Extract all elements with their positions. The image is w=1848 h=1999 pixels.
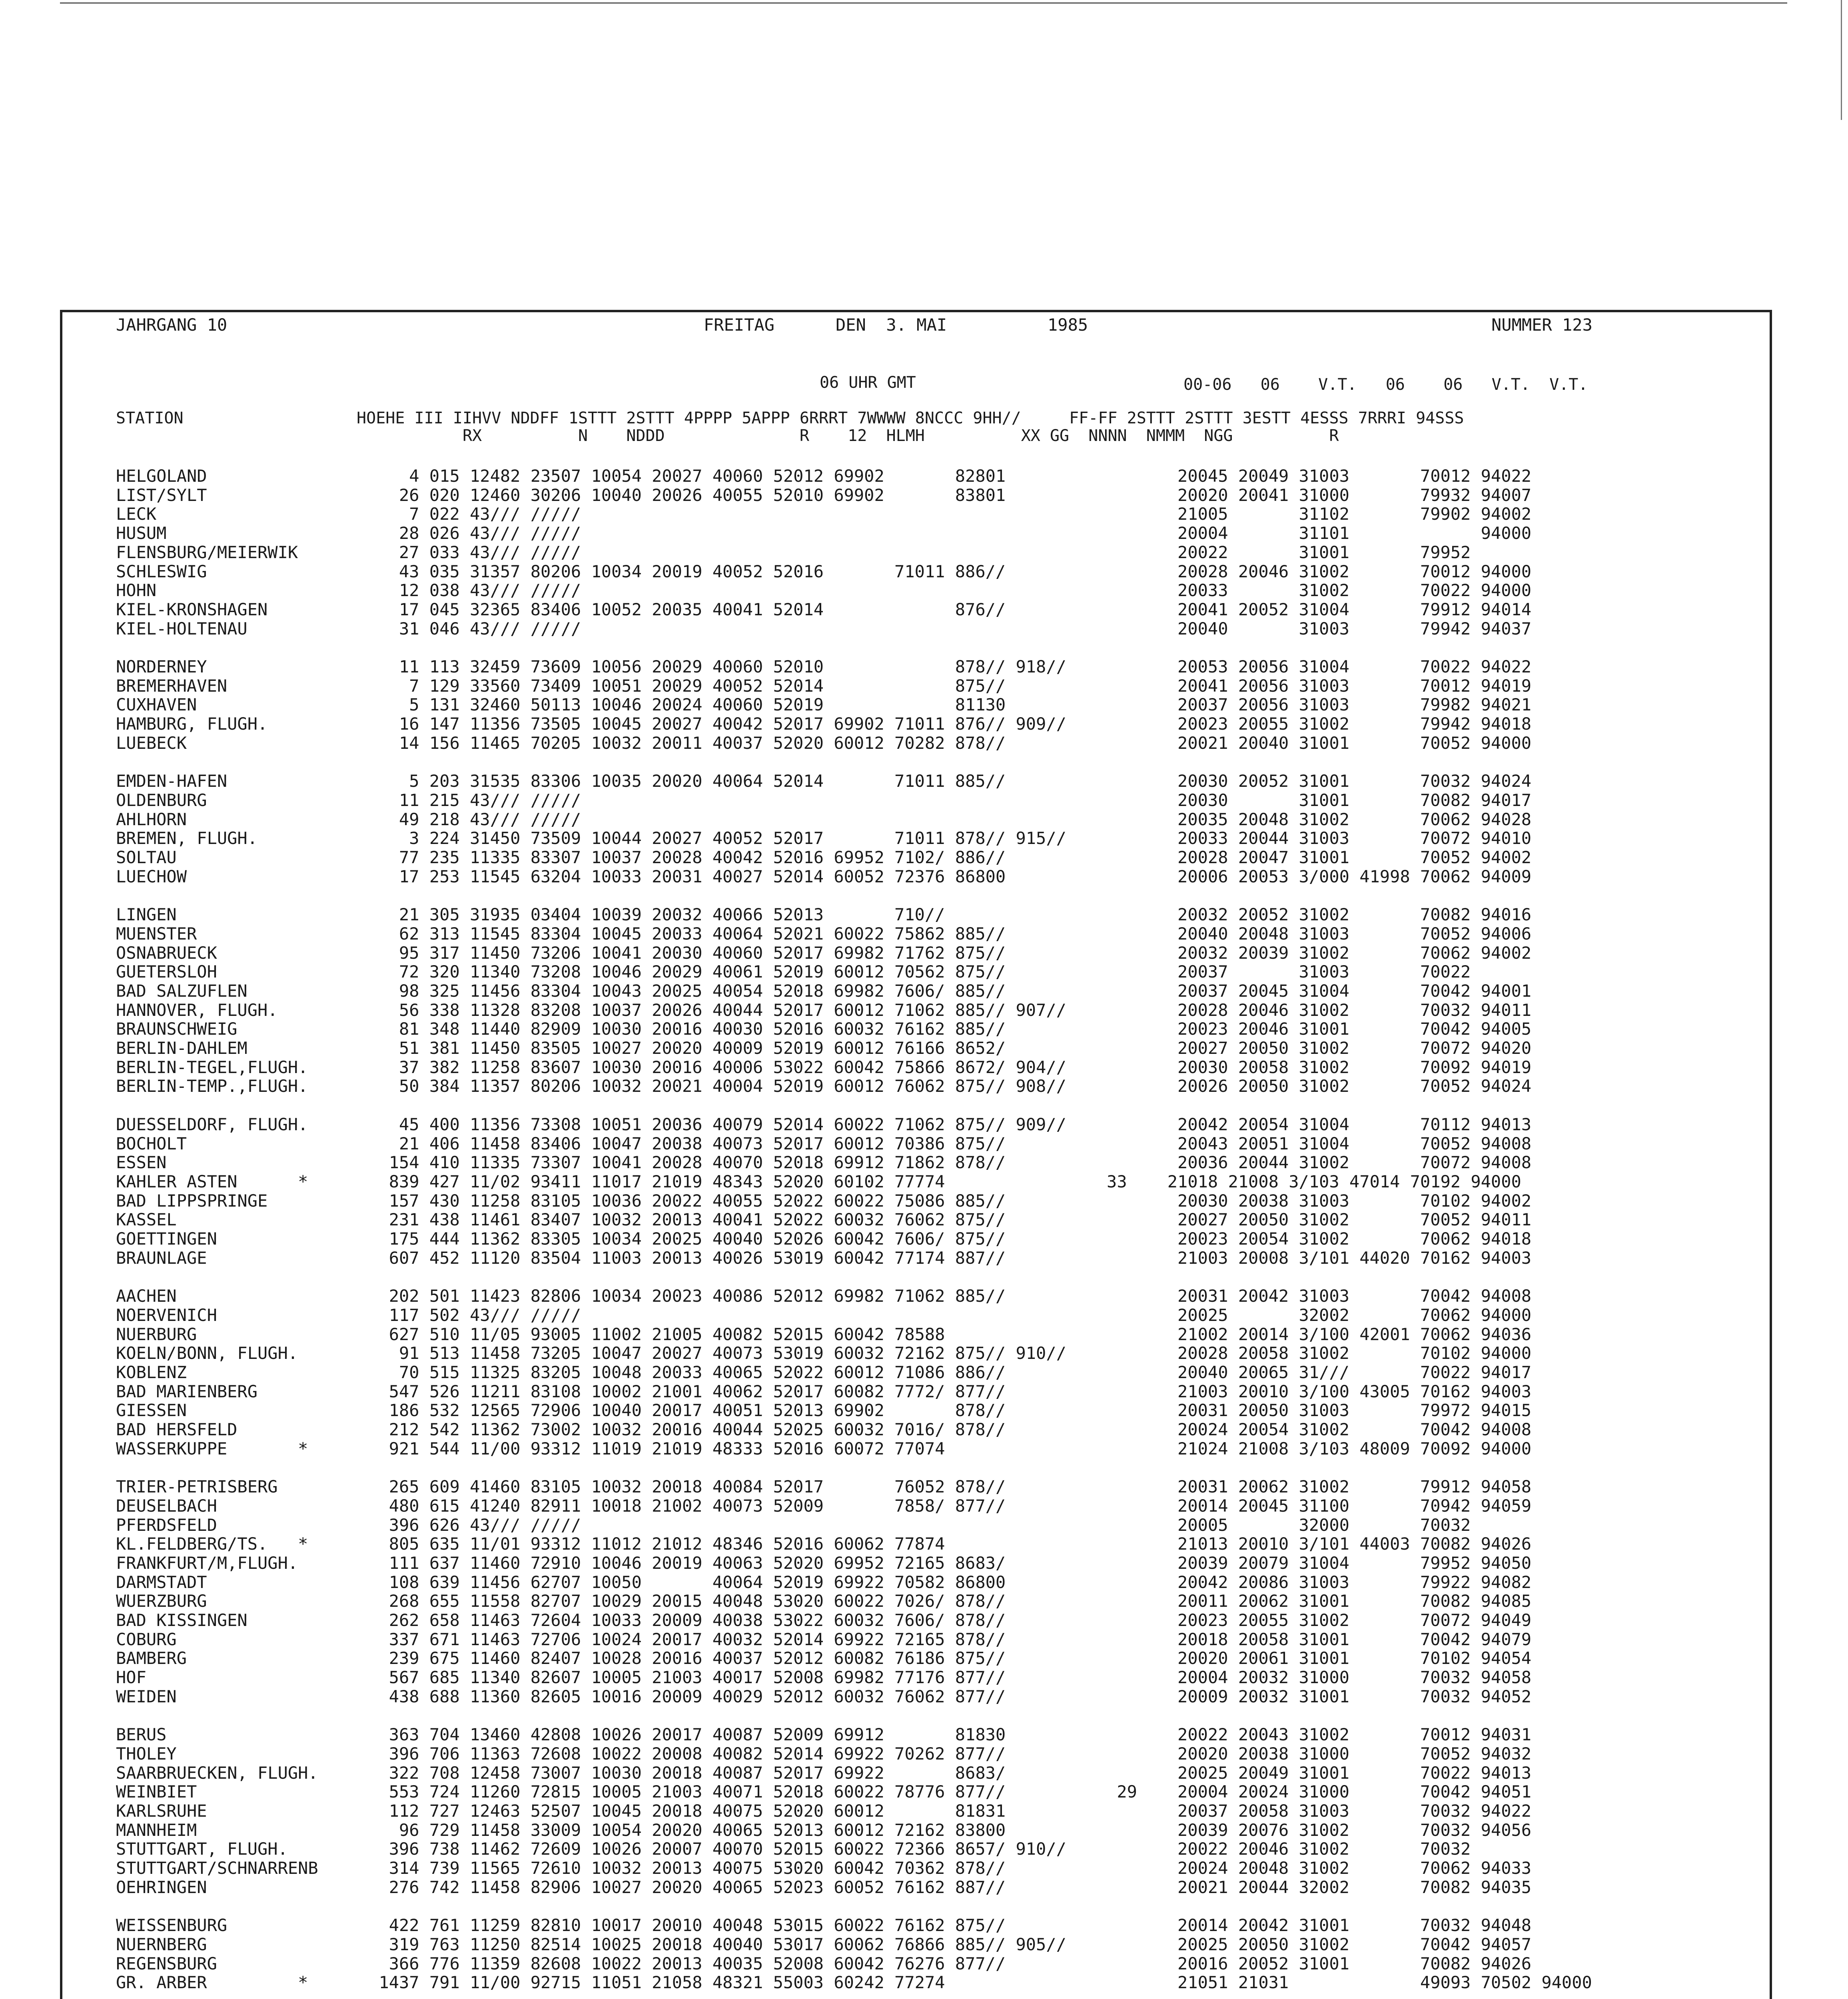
table-row: NORDERNEY 11 113 32459 73609 10056 20029 40060 52010 878// 918// 20053 20056 31004 70022 94022 bbox=[116, 657, 1532, 676]
date-label: DEN 3. MAI bbox=[836, 315, 947, 335]
table-row: BERLIN-TEGEL,FLUGH. 37 382 11258 83607 10030 20016 40006 53022 60042 75866 8672/ 904// 20030 20058 31002 70092 94019 bbox=[116, 1057, 1532, 1077]
table-row: KOBLENZ 70 515 11325 83205 10048 20033 40065 52022 60012 71086 886// 20040 20065 31/// 70022 94017 bbox=[116, 1362, 1532, 1382]
table-row: GR. ARBER * 1437 791 11/00 92715 11051 21058 48321 55003 60242 77274 21051 21031 49093 70502 94000 bbox=[116, 1973, 1592, 1993]
table-row: KAHLER ASTEN * 839 427 11/02 93411 11017 21019 48343 52020 60102 77774 33 21018 21008 3/103 47014 70192 94000 bbox=[116, 1171, 1521, 1191]
table-row: BRAUNLAGE 607 452 11120 83504 11003 20013 40026 53019 60042 77174 887// 21003 20008 3/101 44020 70162 94003 bbox=[116, 1248, 1532, 1268]
table-row: KIEL-KRONSHAGEN 17 045 32365 83406 10052 20035 40041 52014 876// 20041 20052 31004 79912 94014 bbox=[116, 599, 1532, 619]
table-row: OSNABRUECK 95 317 11450 73206 10041 20030 40060 52017 69982 71762 875// 20032 20039 31002 70062 94002 bbox=[116, 943, 1532, 963]
table-row: DEUSELBACH 480 615 41240 82911 10018 21002 40073 52009 7858/ 877// 20014 20045 31100 70942 94059 bbox=[116, 1496, 1532, 1516]
page-edge-mark bbox=[1841, 0, 1842, 120]
table-row: STUTTGART, FLUGH. 396 738 11462 72609 10026 20007 40070 52015 60022 72366 8657/ 910// 20022 20046 31002 70032 bbox=[116, 1839, 1471, 1859]
table-row: KARLSRUHE 112 727 12463 52507 10045 20018 40075 52020 60012 81831 20037 20058 31003 70032 94022 bbox=[116, 1801, 1532, 1821]
table-row: AHLHORN 49 218 43/// ///// 20035 20048 31002 70062 94028 bbox=[116, 809, 1532, 829]
table-row: NUERBURG 627 510 11/05 93005 11002 21005 40082 52015 60042 78588 21002 20014 3/100 42001 70062 94036 bbox=[116, 1324, 1532, 1344]
table-row: BAMBERG 239 675 11460 82407 10028 20016 40037 52012 60082 76186 875// 20020 20061 31001 70102 94054 bbox=[116, 1648, 1532, 1668]
table-row: KIEL-HOLTENAU 31 046 43/// ///// 20040 31003 79942 94037 bbox=[116, 618, 1532, 638]
table-row: KASSEL 231 438 11461 83407 10032 20013 40041 52022 60032 76062 875// 20027 20050 31002 70052 94011 bbox=[116, 1210, 1532, 1230]
table-row: OEHRINGEN 276 742 11458 82906 10027 20020 40065 52023 60052 76162 887// 20021 20044 32002 70082 94035 bbox=[116, 1877, 1532, 1897]
table-row: HELGOLAND 4 015 12482 23507 10054 20027 40060 52012 69902 82801 20045 20049 31003 70012 94022 bbox=[116, 466, 1532, 486]
table-row: BOCHOLT 21 406 11458 83406 10047 20038 40073 52017 60012 70386 875// 20043 20051 31004 70052 94008 bbox=[116, 1133, 1532, 1153]
group-header-period: 00-06 06 V.T. 06 06 V.T. V.T. bbox=[1183, 375, 1588, 394]
table-row: WEINBIET 553 724 11260 72815 10005 21003 40071 52018 60022 78776 877// 29 20004 20024 31000 70042 94051 bbox=[116, 1782, 1532, 1802]
issue-number: NUMMER 123 bbox=[1491, 315, 1593, 335]
table-row: LUEBECK 14 156 11465 70205 10032 20011 40037 52020 60012 70282 878// 20021 20040 31001 70052 94000 bbox=[116, 733, 1532, 753]
table-row: BAD KISSINGEN 262 658 11463 72604 10033 20009 40038 53022 60032 7606/ 878// 20023 20055 31002 70072 94049 bbox=[116, 1610, 1532, 1630]
table-row: GIESSEN 186 532 12565 72906 10040 20017 40051 52013 69902 878// 20031 20050 31003 79972 94015 bbox=[116, 1400, 1532, 1420]
table-row: OLDENBURG 11 215 43/// ///// 20030 31001 70082 94017 bbox=[116, 790, 1532, 810]
table-row: GUETERSLOH 72 320 11340 73208 10046 20029 40061 52019 60012 70562 875// 20037 31003 70022 bbox=[116, 962, 1471, 982]
table-row: KOELN/BONN, FLUGH. 91 513 11458 73205 10047 20027 40073 53019 60032 72162 875// 910// 20028 20058 31002 70102 94000 bbox=[116, 1343, 1532, 1363]
table-row: NUERNBERG 319 763 11250 82514 10025 20018 40040 53017 60062 76866 885// 905// 20025 20050 31002 70042 94057 bbox=[116, 1934, 1532, 1954]
table-row: LECK 7 022 43/// ///// 21005 31102 79902 94002 bbox=[116, 504, 1532, 524]
table-row: BAD HERSFELD 212 542 11362 73002 10032 20016 40044 52025 60032 7016/ 878// 20024 20054 31002 70042 94008 bbox=[116, 1420, 1532, 1439]
table-row: WEISSENBURG 422 761 11259 82810 10017 20010 40048 53015 60022 76162 875// 20014 20042 31001 70032 94048 bbox=[116, 1915, 1532, 1935]
table-row: STUTTGART/SCHNARRENB 314 739 11565 72610 10032 20013 40075 53020 60042 70362 878// 20024 20048 31002 70062 94033 bbox=[116, 1858, 1532, 1878]
table-row: SCHLESWIG 43 035 31357 80206 10034 20019 40052 52016 71011 886// 20028 20046 31002 70012 94000 bbox=[116, 561, 1532, 581]
table-row: HOF 567 685 11340 82607 10005 21003 40017 52008 69982 77176 877// 20004 20032 31000 70032 94058 bbox=[116, 1668, 1532, 1688]
table-row: BERLIN-DAHLEM 51 381 11450 83505 10027 20020 40009 52019 60012 76166 8652/ 20027 20050 31002 70072 94020 bbox=[116, 1038, 1532, 1058]
table-row: WASSERKUPPE * 921 544 11/00 93312 11019 21019 48333 52016 60072 77074 21024 21008 3/103 48009 70092 94000 bbox=[116, 1438, 1532, 1458]
table-row: LUECHOW 17 253 11545 63204 10033 20031 40027 52014 60052 72376 86800 20006 20053 3/000 41998 70062 94009 bbox=[116, 866, 1532, 886]
table-row: THOLEY 396 706 11363 72608 10022 20008 40082 52014 69922 70262 877// 20020 20038 31000 70052 94032 bbox=[116, 1744, 1532, 1764]
table-row: HUSUM 28 026 43/// ///// 20004 31101 94000 bbox=[116, 523, 1532, 543]
table-row: BRAUNSCHWEIG 81 348 11440 82909 10030 20016 40030 52016 60032 76162 885// 20023 20046 31001 70042 94005 bbox=[116, 1019, 1532, 1039]
table-row: HOHN 12 038 43/// ///// 20033 31002 70022 94000 bbox=[116, 581, 1532, 600]
table-row: HANNOVER, FLUGH. 56 338 11328 83208 10037 20026 40044 52017 60012 71062 885// 907// 20028 20046 31002 70032 94011 bbox=[116, 1000, 1532, 1020]
table-row: LIST/SYLT 26 020 12460 30206 10040 20026 40055 52010 69902 83801 20020 20041 31000 79932 94007 bbox=[116, 485, 1532, 505]
table-row: ESSEN 154 410 11335 73307 10041 20028 40070 52018 69912 71862 878// 20036 20044 31002 70072 94008 bbox=[116, 1153, 1532, 1173]
table-row: BERLIN-TEMP.,FLUGH. 50 384 11357 80206 10032 20021 40004 52019 60012 76062 875// 908// 20026 20050 31002 70052 94024 bbox=[116, 1076, 1532, 1096]
table-row: AACHEN 202 501 11423 82806 10034 20023 40086 52012 69982 71062 885// 20031 20042 31003 70042 94008 bbox=[116, 1286, 1532, 1306]
table-row: NOERVENICH 117 502 43/// ///// 20025 32002 70062 94000 bbox=[116, 1305, 1532, 1325]
table-row: SAARBRUECKEN, FLUGH. 322 708 12458 73007 10030 20018 40087 52017 69922 8683/ 20025 20049 31001 70022 94013 bbox=[116, 1763, 1532, 1783]
table-row: REGENSBURG 366 776 11359 82608 10022 20013 40035 52008 60042 76276 877// 20016 20052 31001 70082 94026 bbox=[116, 1953, 1532, 1973]
table-row: COBURG 337 671 11463 72706 10024 20017 40032 52014 69922 72165 878// 20018 20058 31001 70042 94079 bbox=[116, 1629, 1532, 1649]
column-header-line2: RX N NDDD R 12 HLMH XX GG NNNN NMMM NGG R bbox=[116, 427, 1339, 445]
table-row: WEIDEN 438 688 11360 82605 10016 20009 40029 52012 60032 76062 877// 20009 20032 31001 70032 94052 bbox=[116, 1686, 1532, 1706]
table-row: BAD SALZUFLEN 98 325 11456 83304 10043 20025 40054 52018 69982 7606/ 885// 20037 20045 31004 70042 94001 bbox=[116, 981, 1532, 1001]
table-row: BREMEN, FLUGH. 3 224 31450 73509 10044 20027 40052 52017 71011 878// 915// 20033 20044 31003 70072 94010 bbox=[116, 828, 1532, 848]
table-row: FRANKFURT/M,FLUGH. 111 637 11460 72910 10046 20019 40063 52020 69952 72165 8683/ 20039 20079 31004 79952 94050 bbox=[116, 1553, 1532, 1573]
table-row: BREMERHAVEN 7 129 33560 73409 10051 20029 40052 52014 875// 20041 20056 31003 70012 94019 bbox=[116, 676, 1532, 696]
table-row: BAD MARIENBERG 547 526 11211 83108 10002 21001 40062 52017 60082 7772/ 877// 21003 20010 3/100 43005 70162 94003 bbox=[116, 1381, 1532, 1401]
table-row: KL.FELDBERG/TS. * 805 635 11/01 93312 11012 21012 48346 52016 60062 77874 21013 20010 3/101 44003 70082 94026 bbox=[116, 1534, 1532, 1554]
table-row: MUENSTER 62 313 11545 83304 10045 20033 40064 52021 60022 75862 885// 20040 20048 31003 70052 94006 bbox=[116, 924, 1532, 944]
table-row: SOLTAU 77 235 11335 83307 10037 20028 40042 52016 69952 7102/ 886// 20028 20047 31001 70052 94002 bbox=[116, 848, 1532, 867]
table-row: DARMSTADT 108 639 11456 62707 10050 40064 52019 69922 70582 86800 20042 20086 31003 79922 94082 bbox=[116, 1572, 1532, 1592]
table-row: TRIER-PETRISBERG 265 609 41460 83105 10032 20018 40084 52017 76052 878// 20031 20062 31002 79912 94058 bbox=[116, 1477, 1532, 1497]
table-row: HAMBURG, FLUGH. 16 147 11356 73505 10045 20027 40042 52017 69902 71011 876// 909// 20023 20055 31002 79942 94018 bbox=[116, 714, 1532, 734]
column-header-line1: STATION HOEHE III IIHVV NDDFF 1STTT 2STTT 4PPPP 5APPP 6RRRT 7WWWW 8NCCC 9HH// FF-FF 2STTT 2STTT 3ESTT 4ESSS 7RRRI 94SSS bbox=[116, 409, 1464, 427]
weekday-label: FREITAG bbox=[704, 315, 775, 335]
table-row: BAD LIPPSPRINGE 157 430 11258 83105 10036 20022 40055 52022 60022 75086 885// 20030 20038 31003 70102 94002 bbox=[116, 1191, 1532, 1211]
table-row: EMDEN-HAFEN 5 203 31535 83306 10035 20020 40064 52014 71011 885// 20030 20052 31001 70032 94024 bbox=[116, 771, 1532, 791]
table-row: LINGEN 21 305 31935 03404 10039 20032 40066 52013 710// 20032 20052 31002 70082 94016 bbox=[116, 905, 1532, 925]
table-row: WUERZBURG 268 655 11558 82707 10029 20015 40048 53020 60022 7026/ 878// 20011 20062 31001 70082 94085 bbox=[116, 1591, 1532, 1611]
year-label: 1985 bbox=[1048, 315, 1088, 335]
table-row: CUXHAVEN 5 131 32460 50113 10046 20024 40060 52019 81130 20037 20056 31003 79982 94021 bbox=[116, 695, 1532, 715]
page-top-rule bbox=[60, 2, 1787, 4]
table-row: PFERDSFELD 396 626 43/// ///// 20005 32000 70032 bbox=[116, 1515, 1471, 1535]
table-row: MANNHEIM 96 729 11458 33009 10054 20020 40065 52013 60012 72162 83800 20039 20076 31002 70032 94056 bbox=[116, 1820, 1532, 1840]
table-row: DUESSELDORF, FLUGH. 45 400 11356 73308 10051 20036 40079 52014 60022 71062 875// 909// 20042 20054 31004 70112 94013 bbox=[116, 1114, 1532, 1134]
volume-label: JAHRGANG 10 bbox=[116, 315, 228, 335]
table-row: GOETTINGEN 175 444 11362 83305 10034 20025 40040 52026 60042 7606/ 875// 20023 20054 31002 70062 94018 bbox=[116, 1229, 1532, 1249]
table-row: FLENSBURG/MEIERWIK 27 033 43/// ///// 20022 31001 79952 bbox=[116, 542, 1471, 562]
group-header-observation: 06 UHR GMT bbox=[820, 373, 916, 392]
table-row: BERUS 363 704 13460 42808 10026 20017 40087 52009 69912 81830 20022 20043 31002 70012 94031 bbox=[116, 1725, 1532, 1745]
